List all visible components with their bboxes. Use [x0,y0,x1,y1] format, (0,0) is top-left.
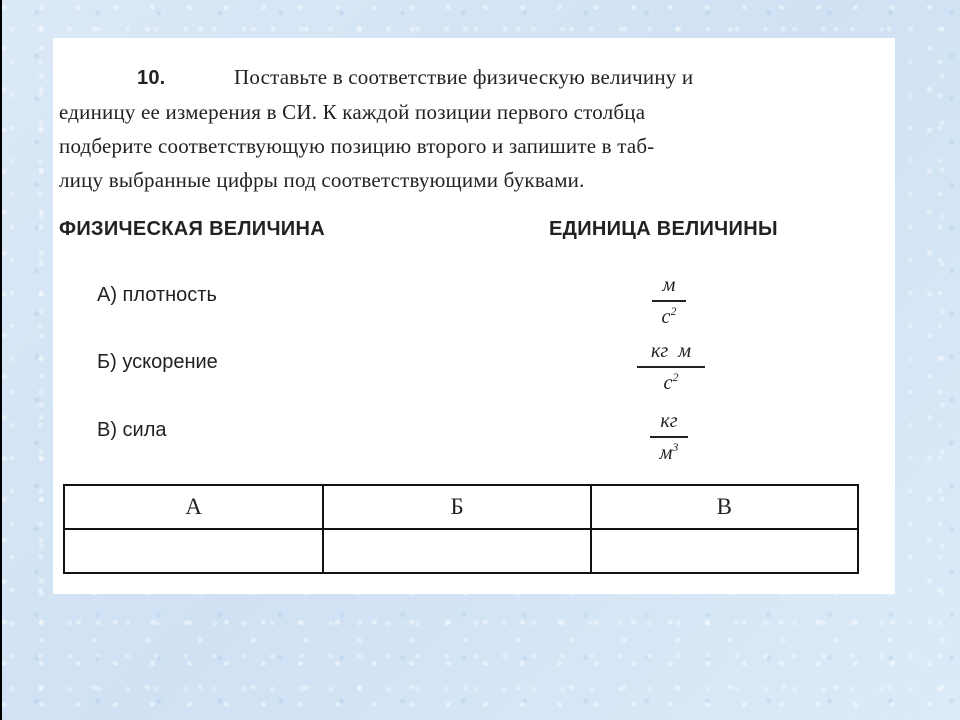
unit-fraction-3 [650,410,688,466]
answer-cell-a[interactable] [64,529,323,573]
answer-cell-v[interactable] [591,529,858,573]
fraction-bar [652,300,686,302]
unit-2-numerator: кг м [651,340,691,362]
answer-header-a: А [64,485,323,529]
unit-3-denominator: $м^3$ [659,439,679,464]
task-line-3: подберите соответствующую позицию второго и запишите в таб- [59,134,655,158]
answer-table-header-row [64,485,858,529]
unit-header: ЕДИНИЦА ВЕЛИЧИНЫ [549,218,778,240]
fraction-bar [637,366,705,368]
unit-1-numerator: м [662,274,676,296]
task-line-1: 10. Поставьте в соответствие физическую величину и [59,60,859,95]
task-line-2: единицу ее измерения в СИ. К каждой позиции первого столбца [59,100,646,124]
physical-quantity-header: ФИЗИЧЕСКАЯ ВЕЛИЧИНА [59,218,325,240]
quantity-force: В) сила [97,419,167,441]
slide-left-border [0,0,2,720]
task-statement [59,60,859,197]
quantity-acceleration: Б) ускорение [97,351,218,373]
unit-fraction-1 [652,274,686,330]
task-line-4: лицу выбранные цифры под соответствующими буквами. [59,168,585,192]
answer-table [63,484,859,574]
answer-header-v: В [591,485,858,529]
answer-header-b: Б [323,485,590,529]
task-card [53,38,895,594]
unit-1-denominator: $с^2$ [661,303,677,328]
fraction-bar [650,436,688,438]
unit-2-denominator: $с^2$ [663,369,679,394]
answer-table-input-row [64,529,858,573]
unit-fraction-2 [637,340,705,396]
unit-3-numerator: кг [660,410,678,432]
answer-cell-b[interactable] [323,529,590,573]
task-number: 10. [137,67,166,89]
quantity-density: А) плотность [97,284,217,306]
